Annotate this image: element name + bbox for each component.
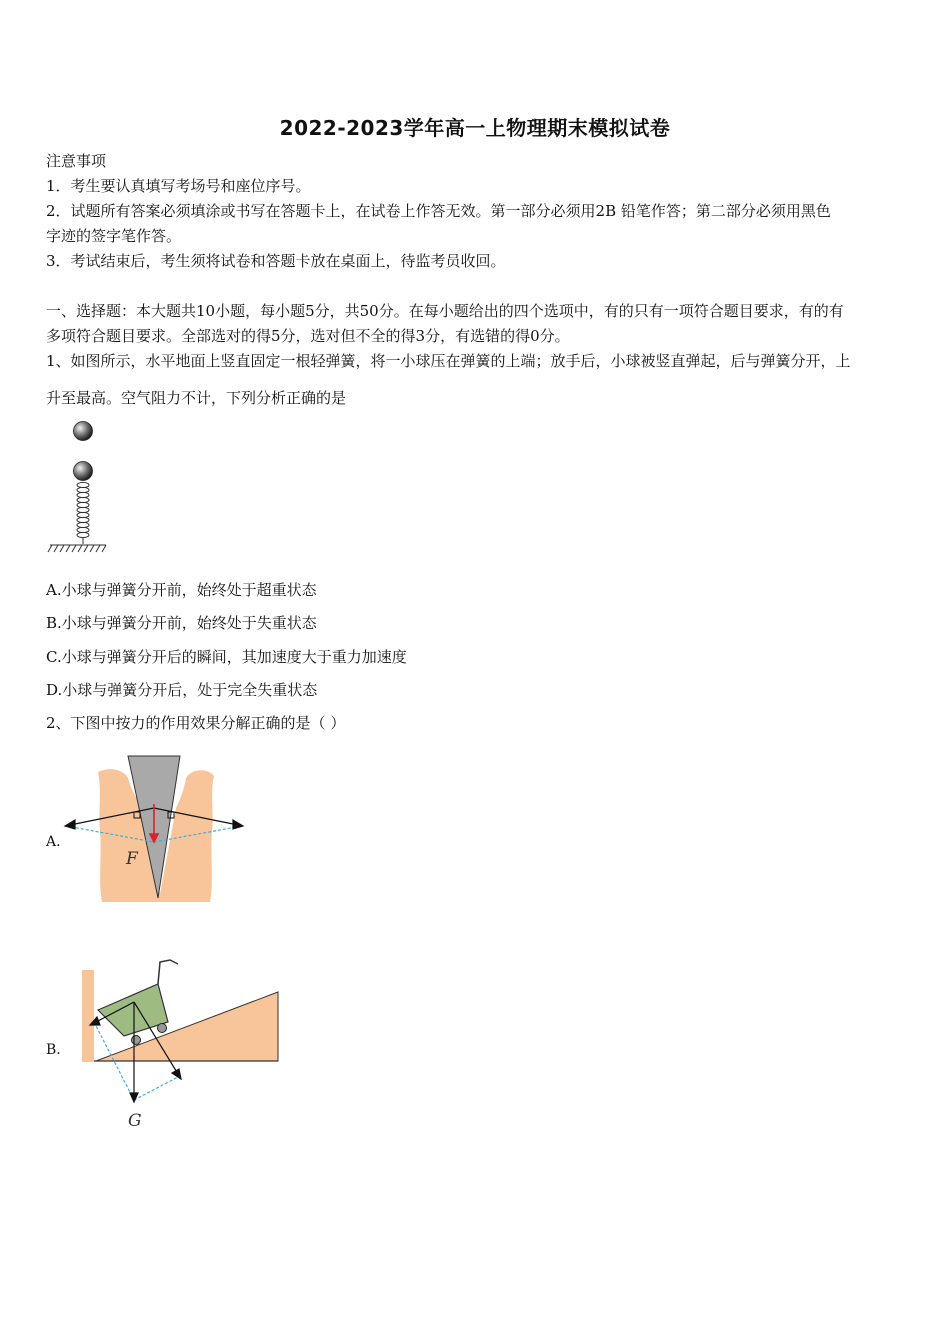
q1-option-a: A.小球与弹簧分开前，始终处于超重状态 bbox=[46, 581, 317, 599]
wall-icon bbox=[82, 970, 94, 1062]
ball-on-spring-icon bbox=[74, 462, 93, 481]
section1-intro-line2: 多项符合题目要求。全部选对的得5分，选对但不全的得3分，有选错的得0分。 bbox=[46, 327, 570, 345]
wheel-front-icon bbox=[132, 1036, 141, 1045]
wedge-figure bbox=[60, 752, 250, 912]
section1-intro-line1: 一、选择题：本大题共10小题，每小题5分，共50分。在每小题给出的四个选项中，有的只有一项符合题目要求，有的有 bbox=[46, 302, 844, 320]
q1-option-d: D.小球与弹簧分开后，处于完全失重状态 bbox=[46, 681, 318, 699]
q2-option-a-label: A. bbox=[46, 834, 61, 850]
ground-hatch-icon bbox=[48, 545, 106, 552]
notice-item-2: 2．试题所有答案必须填涂或书写在答题卡上，在试卷上作答无效。第一部分必须用2B 铅笔作答；第二部分必须用黑色 bbox=[46, 202, 831, 220]
force-g-label: G bbox=[128, 1111, 142, 1131]
notice-heading: 注意事项 bbox=[46, 152, 107, 170]
force-f-label: F bbox=[126, 849, 138, 869]
q1-option-b: B.小球与弹簧分开前，始终处于失重状态 bbox=[46, 614, 317, 632]
q1-stem-line2: 升至最高。空气阻力不计，下列分析正确的是 bbox=[46, 389, 347, 407]
page-title: 2022-2023学年高一上物理期末模拟试卷 bbox=[279, 116, 671, 140]
q1-stem-line1: 1、如图所示，水平地面上竖直固定一根轻弹簧，将一小球压在弹簧的上端；放手后，小球被竖直弹起，后与弹簧分开，上 bbox=[46, 352, 851, 370]
cart-handle-icon bbox=[158, 960, 178, 984]
cart-incline-figure bbox=[68, 952, 288, 1132]
notice-item-2-cont: 字迹的签字笔作答。 bbox=[46, 227, 182, 245]
ball-top-icon bbox=[74, 422, 93, 441]
q1-option-c: C.小球与弹簧分开后的瞬间，其加速度大于重力加速度 bbox=[46, 648, 407, 666]
notice-item-3: 3．考试结束后，考生须将试卷和答题卡放在桌面上，待监考员收回。 bbox=[46, 252, 506, 270]
notice-item-1: 1．考生要认真填写考场号和座位序号。 bbox=[46, 177, 311, 195]
q2-option-b-label: B. bbox=[46, 1042, 61, 1058]
q2-stem: 2、下图中按力的作用效果分解正确的是（ ） bbox=[46, 714, 346, 732]
wheel-back-icon bbox=[158, 1024, 167, 1033]
spring-icon bbox=[77, 482, 89, 544]
spring-ball-figure bbox=[44, 418, 114, 560]
